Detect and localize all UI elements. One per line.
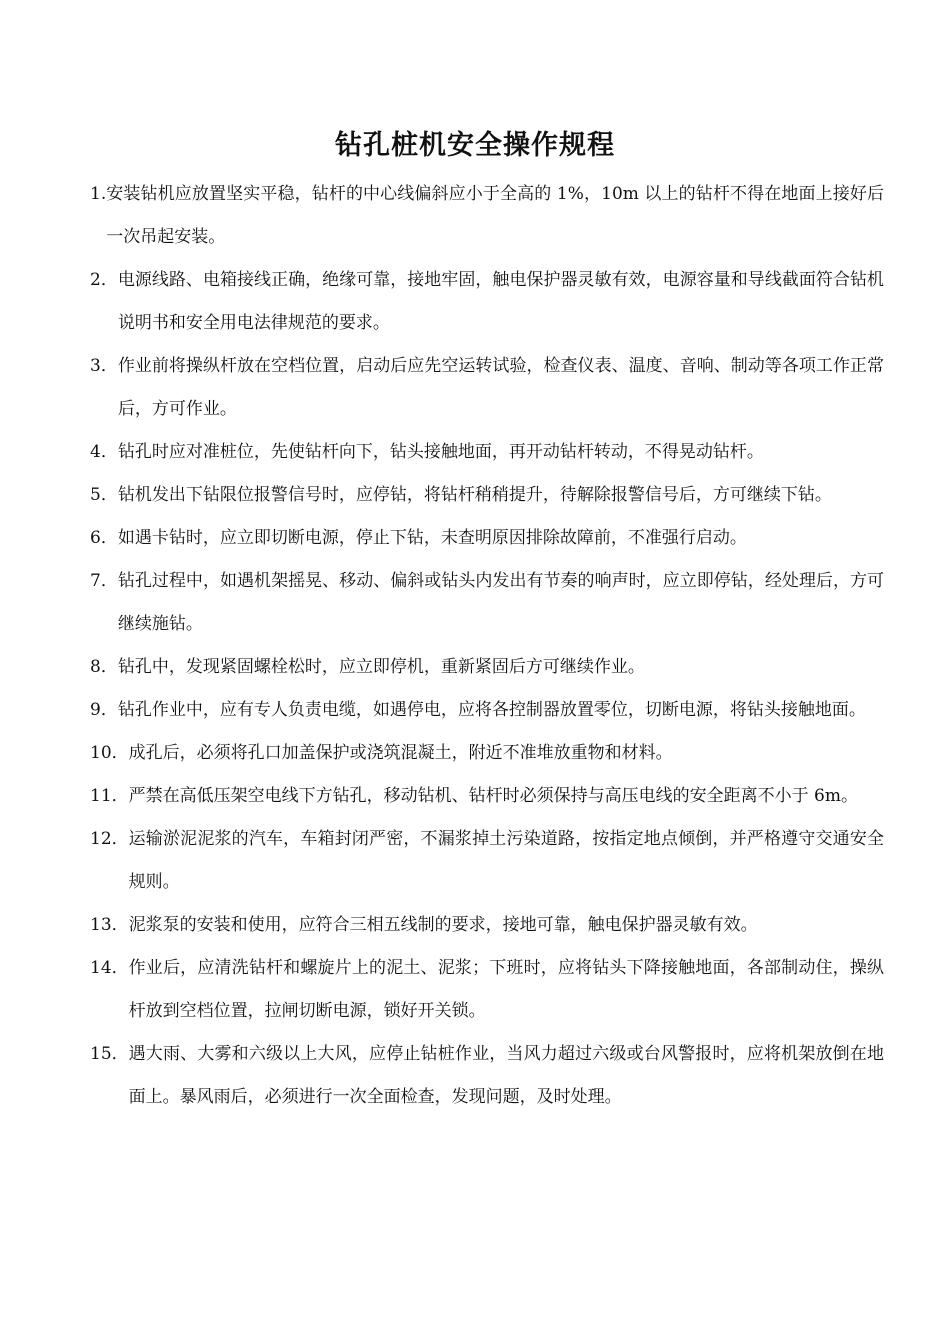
rule-number: 11．: [90, 786, 129, 806]
rule-item: [90, 775, 884, 818]
rule-number: 4．: [90, 442, 118, 462]
rule-number: 1.: [90, 184, 107, 204]
rule-item: [90, 259, 884, 345]
rule-text: 遇大雨、大雾和六级以上大风，应停止钻桩作业，当风力超过六级或台风警报时，应将机架放倒在地面上。暴风雨后，必须进行一次全面检查，发现问题，及时处理。: [128, 1044, 884, 1107]
rule-item: [90, 947, 884, 1033]
rule-item: [90, 560, 884, 646]
rule-item: [90, 904, 884, 947]
rule-number: 9．: [90, 700, 118, 720]
rule-number: 14．: [90, 958, 129, 978]
rule-item: [90, 818, 884, 904]
rule-item: [90, 431, 884, 474]
rule-text: 电源线路、电箱接线正确，绝缘可靠，接地牢固，触电保护器灵敏有效，电源容量和导线截面符合钻机说明书和安全用电法律规范的要求。: [117, 270, 884, 333]
rule-text: 钻机发出下钻限位报警信号时，应停钻，将钻杆稍稍提升，待解除报警信号后，方可继续下钻。: [117, 485, 832, 505]
rule-item: [90, 173, 884, 259]
rule-text: 钻孔中，发现紧固螺栓松时，应立即停机，重新紧固后方可继续作业。: [117, 657, 645, 677]
rule-text: 钻孔时应对准桩位，先使钻杆向下，钻头接触地面，再开动钻杆转动，不得晃动钻杆。: [117, 442, 764, 462]
rule-text: 泥浆泵的安装和使用，应符合三相五线制的要求，接地可靠，触电保护器灵敏有效。: [128, 915, 758, 935]
rule-text: 成孔后，必须将孔口加盖保护或浇筑混凝土，附近不准堆放重物和材料。: [128, 743, 673, 763]
rule-item: [90, 646, 884, 689]
rule-number: 3．: [90, 356, 118, 376]
document-title: 钻孔桩机安全操作规程: [335, 130, 615, 161]
rule-text: 如遇卡钻时，应立即切断电源，停止下钻，未查明原因排除故障前，不准强行启动。: [117, 528, 747, 548]
rule-item: [90, 732, 884, 775]
rule-number: 5．: [90, 485, 118, 505]
rule-number: 13．: [90, 915, 129, 935]
rule-text: 作业前将操纵杆放在空档位置，启动后应先空运转试验，检查仪表、温度、音响、制动等各项工作正常后，方可作业。: [117, 356, 884, 419]
rule-number: 12．: [90, 829, 129, 849]
rule-text: 钻孔过程中，如遇机架摇晃、移动、偏斜或钻头内发出有节奏的响声时，应立即停钻，经处理后，方可继续施钻。: [117, 571, 884, 634]
rule-item: [90, 1033, 884, 1119]
rule-number: 15．: [90, 1044, 129, 1064]
rule-text: 运输淤泥泥浆的汽车，车箱封闭严密，不漏浆掉土污染道路，按指定地点倾倒，并严格遵守交通安全规则。: [128, 829, 884, 892]
rule-text: 作业后，应清洗钻杆和螺旋片上的泥土、泥浆；下班时，应将钻头下降接触地面，各部制动住，操纵杆放到空档位置，拉闸切断电源，锁好开关锁。: [128, 958, 884, 1021]
rule-number: 10．: [90, 743, 129, 763]
rules-list: [90, 173, 884, 1119]
rule-number: 2．: [90, 270, 118, 290]
rule-item: [90, 345, 884, 431]
rule-text: 严禁在高低压架空电线下方钻孔，移动钻机、钻杆时必须保持与高压电线的安全距离不小于 6m。: [128, 786, 858, 806]
rule-text: 钻孔作业中，应有专人负责电缆，如遇停电，应将各控制器放置零位，切断电源，将钻头接触地面。: [117, 700, 866, 720]
rule-item: [90, 689, 884, 732]
rule-number: 7．: [90, 571, 118, 591]
rule-number: 6．: [90, 528, 118, 548]
rule-item: [90, 474, 884, 517]
rule-item: [90, 517, 884, 560]
rule-text: 安装钻机应放置坚实平稳，钻杆的中心线偏斜应小于全高的 1%，10m 以上的钻杆不得在地面上接好后一次吊起安装。: [106, 184, 884, 247]
rule-number: 8．: [90, 657, 118, 677]
